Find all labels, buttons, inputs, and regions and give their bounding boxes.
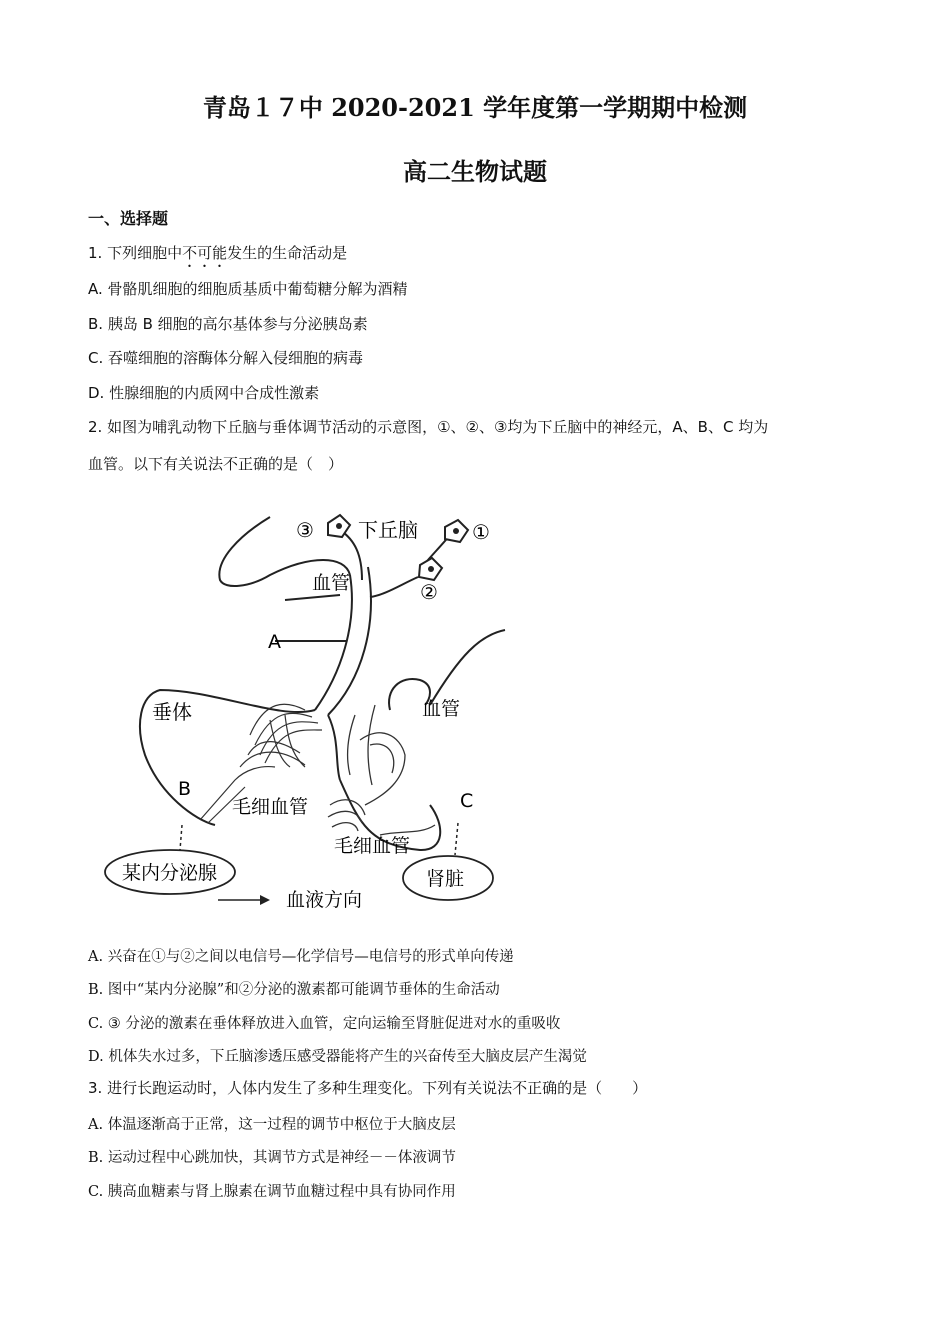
label-neuron-3: ③ [296,518,314,542]
q2-option-c: C. ③ 分泌的激素在垂体释放进入血管，定向运输至肾脏促进对水的重吸收 [88,1016,561,1032]
exam-title: 青岛１７中 2020-2021 学年度第一学期期中检测 [202,93,748,122]
q2-stem-line2: 血管。以下有关说法不正确的是（ ） [88,455,344,473]
label-endocrine-gland: 某内分泌腺 [122,862,218,884]
section-heading: 一、选择题 [88,209,169,228]
q2-option-d: D. 机体失水过多，下丘脑渗透压感受器能将产生的兴奋传至大脑皮层产生渴觉 [88,1049,587,1065]
label-hypothalamus: 下丘脑 [358,518,418,542]
q1-stem [88,242,347,271]
exam-subtitle: 高二生物试题 [403,157,547,186]
q1-stem-post: 发生的生命活动是 [227,244,348,262]
q1-stem-emphasis: 不可能 [182,244,228,262]
label-kidney: 肾脏 [426,868,465,890]
hypothalamus-pituitary-diagram [100,505,510,915]
q1-option-c: C. 吞噬细胞的溶酶体分解入侵细胞的病毒 [88,349,364,367]
label-blood-flow: 血液方向 [286,889,363,911]
label-neuron-2: ② [420,580,438,604]
label-vessel-c: C [460,790,474,812]
label-neuron-1: ① [472,520,490,544]
q3-option-c: C. 胰高血糖素与肾上腺素在调节血糖过程中具有协同作用 [88,1184,456,1200]
label-pituitary: 垂体 [152,700,192,724]
q2-option-a: A. 兴奋在①与②之间以电信号—化学信号—电信号的形式单向传递 [88,949,514,965]
label-vessel-b: B [178,778,192,800]
q2-stem-line1: 2. 如图为哺乳动物下丘脑与垂体调节活动的示意图，①、②、③均为下丘脑中的神经元，A、B、C 均为 [88,418,769,436]
q2-option-b: B. 图中“某内分泌腺”和②分泌的激素都可能调节垂体的生命活动 [88,982,500,998]
label-vessel-top: 血管 [312,572,351,594]
q1-option-b: B. 胰岛 B 细胞的高尔基体参与分泌胰岛素 [88,315,368,333]
label-capillary-left: 毛细血管 [232,796,309,818]
label-vessel-right: 血管 [422,698,461,720]
q3-option-b: B. 运动过程中心跳加快，其调节方式是神经－－体液调节 [88,1150,456,1166]
label-vessel-a: A [268,631,281,653]
label-capillary-right: 毛细血管 [334,835,411,857]
q3-stem: 3. 进行长跑运动时，人体内发生了多种生理变化。下列有关说法不正确的是（ ） [88,1079,648,1097]
q1-option-a: A. 骨骼肌细胞的细胞质基质中葡萄糖分解为酒精 [88,280,408,298]
q1-stem-pre: 1. 下列细胞中 [88,244,183,262]
q1-option-d: D. 性腺细胞的内质网中合成性激素 [88,384,320,402]
q3-option-a: A. 体温逐渐高于正常，这一过程的调节中枢位于大脑皮层 [88,1117,456,1133]
